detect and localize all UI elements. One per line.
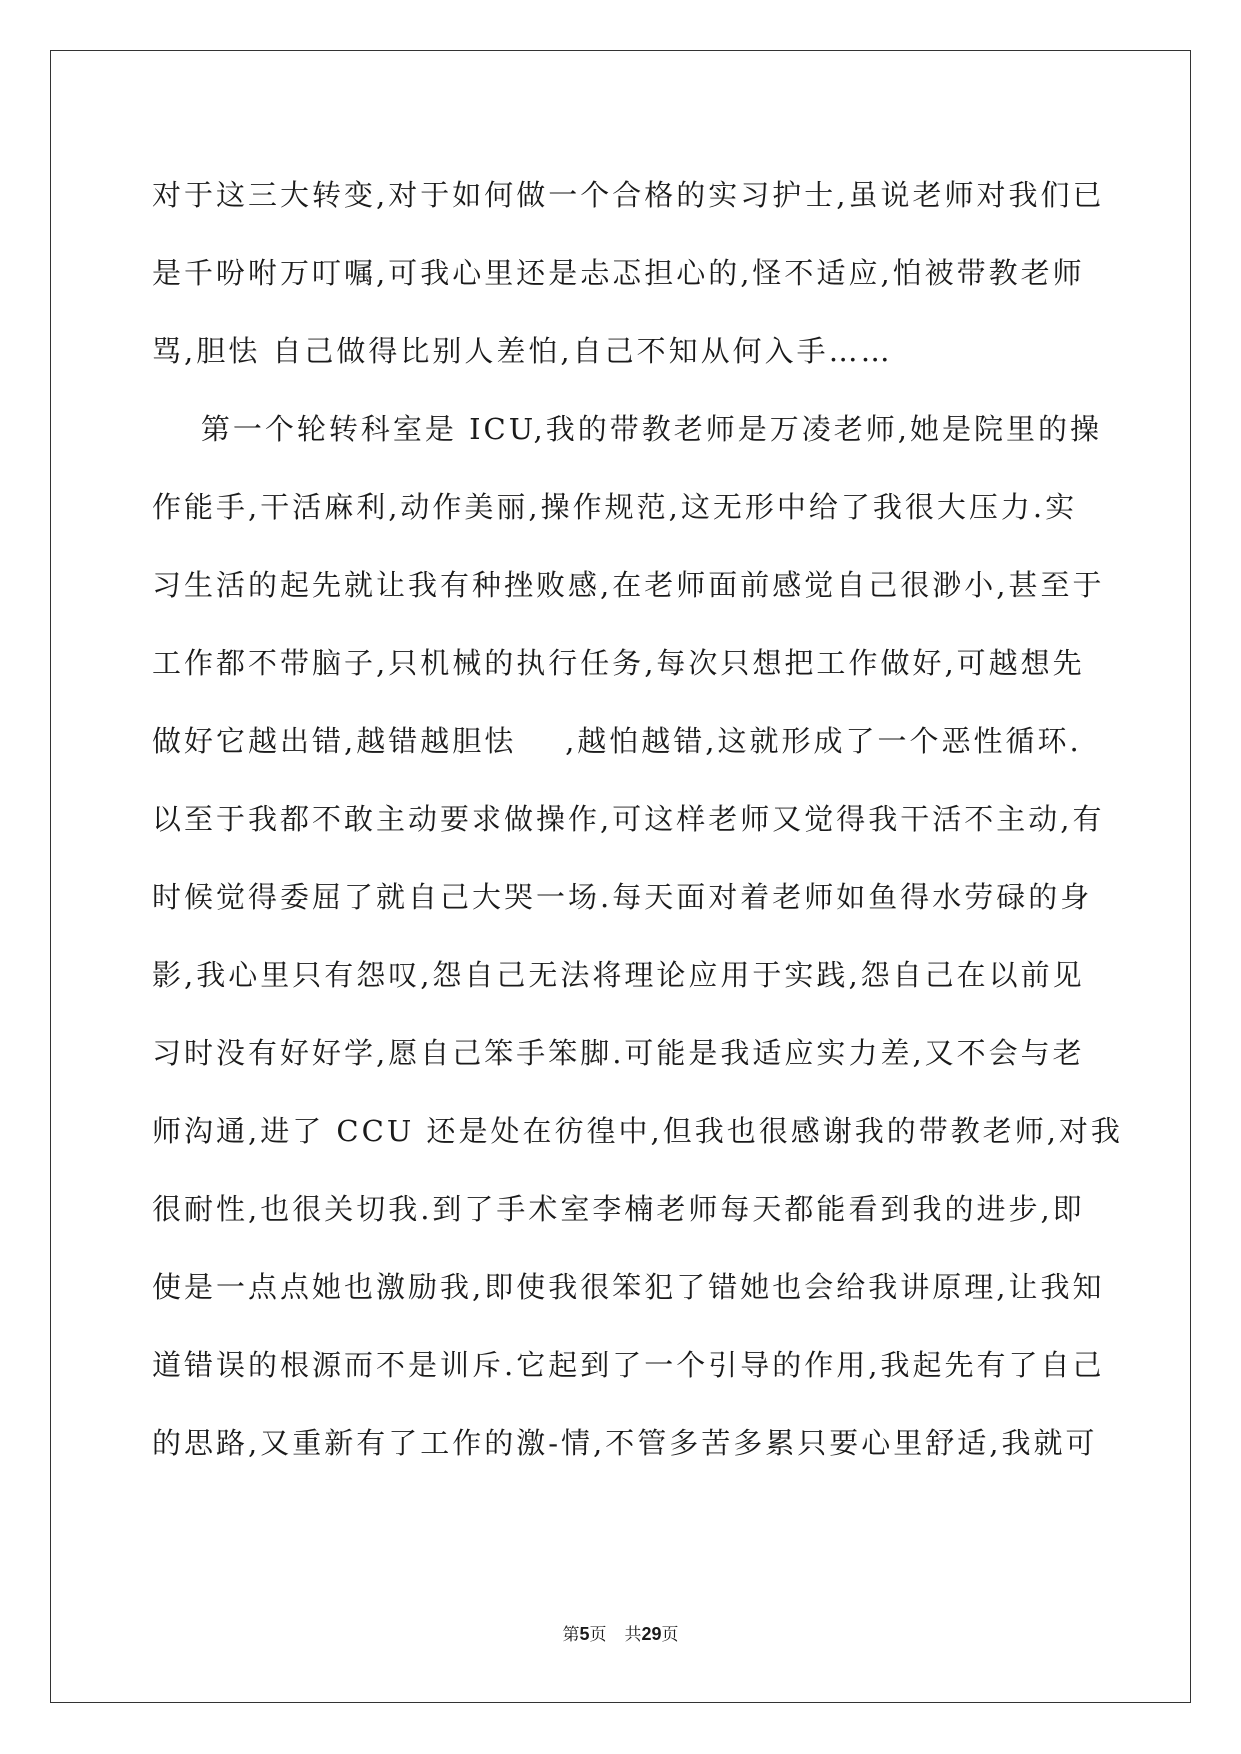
text-line: 很耐性,也很关切我.到了手术室李楠老师每天都能看到我的进步,即 <box>152 1192 1085 1226</box>
text-line: 做好它越出错,越错越胆怯 ,越怕越错,这就形成了一个恶性循环. <box>152 724 1082 758</box>
page-suffix: 页 <box>589 1625 607 1645</box>
text-line: 的思路,又重新有了工作的激-情,不管多苦多累只要心里舒适,我就可 <box>152 1426 1098 1460</box>
page-prefix: 第 <box>562 1625 580 1645</box>
text-line: 第一个轮转科室是 ICU,我的带教老师是万凌老师,她是院里的操 <box>152 412 1102 446</box>
total-pages: 29 <box>641 1624 662 1644</box>
text-line: 作能手,干活麻利,动作美丽,操作规范,这无形中给了我很大压力.实 <box>152 490 1078 524</box>
text-line: 骂,胆怯 自己做得比别人差怕,自己不知从何入手…… <box>152 334 893 368</box>
text-line: 习生活的起先就让我有种挫败感,在老师面前感觉自己很渺小,甚至于 <box>152 568 1105 602</box>
page-footer <box>0 1620 1241 1645</box>
text-line: 是千吩咐万叮嘱,可我心里还是忐忑担心的,怪不适应,怕被带教老师 <box>152 256 1085 290</box>
text-line: 影,我心里只有怨叹,怨自己无法将理论应用于实践,怨自己在以前见 <box>152 958 1085 992</box>
total-suffix: 页 <box>661 1625 679 1645</box>
body-text <box>152 156 1123 1482</box>
text-line: 时候觉得委屈了就自己大哭一场.每天面对着老师如鱼得水劳碌的身 <box>152 880 1093 914</box>
text-line: 习时没有好好学,愿自己笨手笨脚.可能是我适应实力差,又不会与老 <box>152 1036 1085 1070</box>
text-line: 道错误的根源而不是训斥.它起到了一个引导的作用,我起先有了自己 <box>152 1348 1105 1382</box>
total-prefix: 共 <box>624 1625 642 1645</box>
text-line: 工作都不带脑子,只机械的执行任务,每次只想把工作做好,可越想先 <box>152 646 1085 680</box>
text-line: 对于这三大转变,对于如何做一个合格的实习护士,虽说老师对我们已 <box>152 178 1105 212</box>
text-line: 师沟通,进了 CCU 还是处在彷徨中,但我也很感谢我的带教老师,对我 <box>152 1114 1123 1148</box>
page-number: 5 <box>579 1624 590 1644</box>
text-line: 使是一点点她也激励我,即使我很笨犯了错她也会给我讲原理,让我知 <box>152 1270 1105 1304</box>
text-line: 以至于我都不敢主动要求做操作,可这样老师又觉得我干活不主动,有 <box>152 802 1105 836</box>
